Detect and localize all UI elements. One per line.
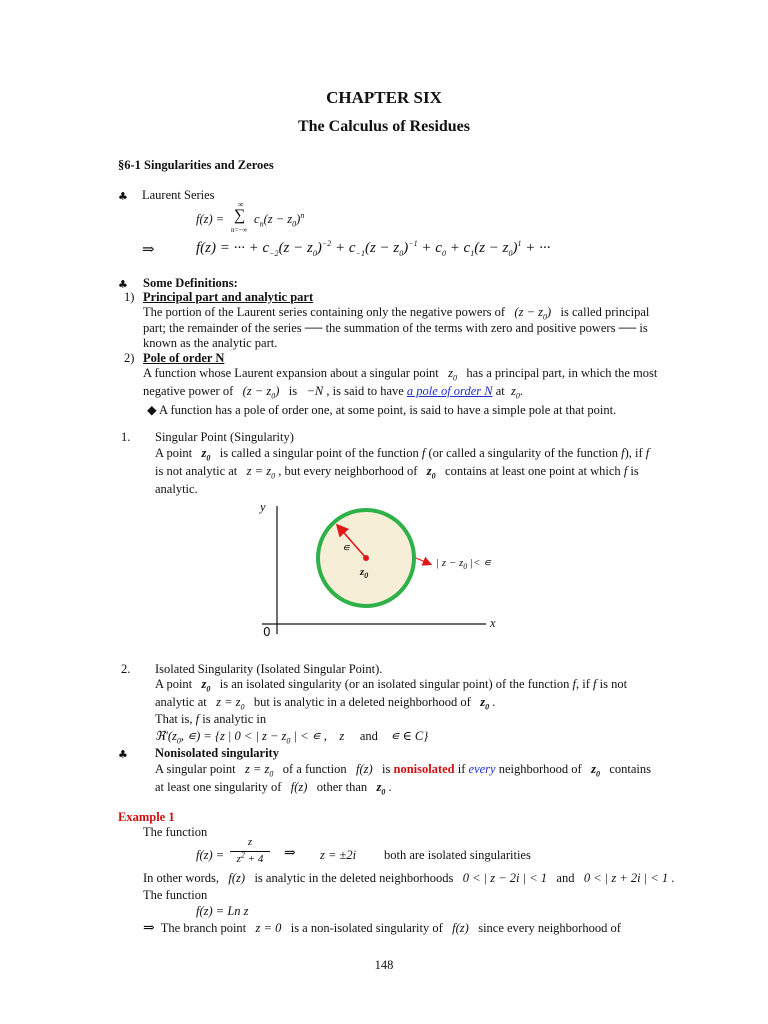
def2-note: ◆ A function has a pole of order one, at some point, is said to have a simple pole at that point. [147, 403, 617, 417]
epsilon-label: ∊ [342, 542, 350, 554]
def2-line2: negative power of $(z - z_0)$ is −N , is said to have a pole of order N at $z_0$. [143, 384, 523, 401]
item2-line1: A point $z_0$ is an isolated singularity (or an isolated singular point) of the function f, if f is not [155, 677, 628, 694]
item2-line4: $ℜ'(z_0$, ∊) = {z | 0 < | $z - z_0$ | < ∊ , z and ∊ ∈ C} [155, 729, 429, 746]
def1-line1: The portion of the Laurent series containing only the negative powers of $(z - z_0)$ is called principal [143, 305, 650, 322]
item1-line3: analytic. [155, 482, 198, 496]
club-bullet: ♣ [118, 190, 128, 203]
example1-line3: The function [143, 888, 208, 902]
sum-upper-limit: ∞ [238, 200, 244, 209]
laurent-heading: Laurent Series [142, 188, 215, 202]
sum-symbol: ∑ [234, 207, 246, 224]
nonisolated-highlight: nonisolated [393, 762, 455, 776]
def2-title: Pole of order N [143, 351, 225, 365]
example1-eq1-rhs: z = ±2i [320, 848, 357, 862]
fraction-denominator: $z^2 + 4$ [236, 850, 264, 865]
def1-line3: known as the analytic part. [143, 336, 278, 350]
page-number: 148 [374, 958, 394, 972]
label-arrow [416, 558, 430, 564]
example1-line1: The function [143, 825, 208, 839]
def1-number: 1) [124, 290, 135, 304]
club-bullet: ♣ [118, 748, 128, 761]
neighborhood-diagram [250, 496, 510, 644]
laurent-eq1-lhs: f(z) = [196, 212, 225, 226]
neighborhood-label: | $z - z_0$ |< ∊ [436, 557, 492, 572]
item2-line2: analytic at $z = z_0$ but is analytic in a deleted neighborhood of $z_0$ . [155, 695, 496, 712]
fraction-numerator: z [247, 836, 253, 848]
example1-heading: Example 1 [118, 810, 175, 824]
laurent-eq1-rhs: $c_n(z - z_0)^n$ [254, 210, 305, 229]
nonisolated-line2: at least one singularity of f(z) other than $z_0$ . [155, 780, 392, 797]
sum-lower-limit: n=−∞ [231, 226, 248, 234]
pole-of-order-n-highlight: a pole of order N [406, 384, 493, 398]
item1-title: Singular Point (Singularity) [155, 430, 294, 444]
laurent-expansion: f(z) = ··· + $c_{-2}(z - z_0)^{-2} + c_{-1}(z - z_0)^{-1} + c_0 + c_1(z - z_0)^1$ + ··· [196, 239, 551, 258]
every-highlight: every [468, 762, 496, 776]
item1-line2: is not analytic at $z = z_0$ , but every neighborhood of $z_0$ contains at least one point at which f is [155, 464, 639, 481]
def1-line2: part; the remainder of the series ── the summation of the terms with zero and positive powers ── is [143, 321, 648, 335]
def2-line1: A function whose Laurent expansion about a singular point $z_0$ has a principal part, in which the most [143, 366, 658, 383]
fraction-bar [230, 851, 270, 852]
item2-number: 2. [121, 662, 131, 676]
section-heading: §6-1 Singularities and Zeroes [118, 158, 274, 172]
chapter-heading: CHAPTER SIX [326, 88, 442, 107]
item2-line3: That is, f is analytic in [155, 712, 267, 726]
example1-eq1-text: both are isolated singularities [384, 848, 531, 862]
item1-number: 1. [121, 430, 131, 444]
y-axis-label: y [260, 500, 266, 514]
example1-eq1-lhs: f(z) = [196, 848, 225, 862]
example1-line2: In other words, f(z) is analytic in the deleted neighborhoods 0 < | z − 2i | < 1 and 0 < | z + 2i | < 1 . [143, 871, 675, 885]
nonisolated-line1: A singular point $z = z_0$ of a function f(z) is nonisolated if every neighborhood of $z_0$ contains [155, 762, 651, 779]
implies-arrow: ⇒ [142, 242, 155, 258]
example1-line4: ⇒ The branch point z = 0 is a non-isolated singularity of f(z) since every neighborhood of [143, 921, 621, 936]
chapter-title: The Calculus of Residues [297, 118, 471, 135]
item1-line1: A point $z_0$ is called a singular point of the function f (or called a singularity of the function f), if f [155, 446, 650, 463]
center-label: $z_0$ [360, 566, 369, 581]
item2-title: Isolated Singularity (Isolated Singular Point). [155, 662, 383, 676]
def2-number: 2) [124, 351, 135, 365]
implies-arrow: ⇒ [284, 846, 296, 861]
nonisolated-heading: Nonisolated singularity [155, 746, 279, 760]
example1-eq2: f(z) = Ln z [196, 904, 249, 918]
x-axis-label: x [490, 616, 496, 630]
origin-label: 0 [263, 625, 271, 639]
club-bullet: ♣ [118, 278, 128, 291]
definitions-heading: Some Definitions: [143, 276, 238, 290]
def1-title: Principal part and analytic part [143, 290, 314, 304]
